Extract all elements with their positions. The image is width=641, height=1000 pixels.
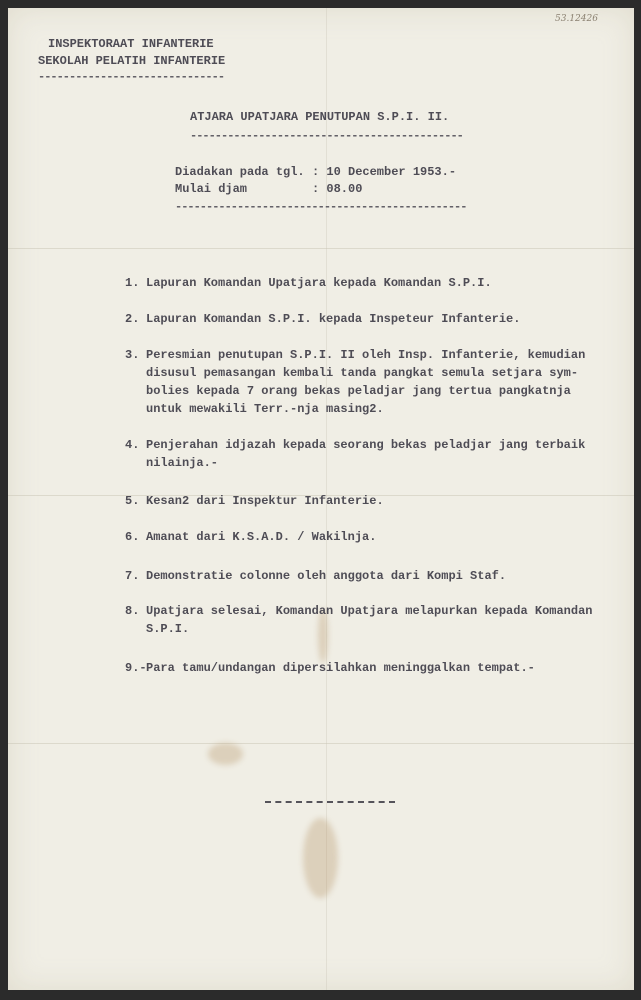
agenda-item-text: Kesan2 dari Inspektur Infanterie. bbox=[146, 494, 384, 508]
agenda-item-text: disusul pemasangan kembali tanda pangkat semula setjara sym- bbox=[146, 366, 579, 380]
agenda-item-text: nilainja.- bbox=[146, 456, 219, 470]
time-label: Mulai djam bbox=[175, 182, 248, 196]
agenda-item-text: Upatjara selesai, Komandan Upatjara melapurkan kepada Komandan bbox=[146, 604, 593, 618]
stain bbox=[303, 818, 338, 898]
agenda-item-text: Lapuran Komandan S.P.I. kepada Inspeteur Infanterie. bbox=[146, 312, 521, 326]
agenda-item-number: 4. bbox=[125, 438, 140, 452]
agenda-item-text: S.P.I. bbox=[146, 622, 190, 636]
agenda-item-text: untuk mewakili Terr.-nja masing2. bbox=[146, 402, 384, 416]
agenda-item-text: Demonstratie colonne oleh anggota dari Kompi Staf. bbox=[146, 569, 507, 583]
header-line-1: INSPEKTORAAT INFANTERIE bbox=[48, 37, 214, 51]
header-line-2: SEKOLAH PELATIH INFANTERIE bbox=[38, 54, 226, 68]
details-underline: ----------------------------------------------- bbox=[175, 200, 467, 214]
agenda-item-text: Para tamu/undangan dipersilahkan meninggalkan tempat.- bbox=[146, 661, 535, 675]
agenda-item-number: 7. bbox=[125, 569, 140, 583]
closing-separator bbox=[265, 801, 395, 803]
agenda-item-number: 1. bbox=[125, 276, 140, 290]
agenda-item-number: 5. bbox=[125, 494, 140, 508]
header-underline: ------------------------------ bbox=[38, 70, 225, 84]
agenda-item-text: bolies kepada 7 orang bekas peladjar jang tertua pangkatnja bbox=[146, 384, 571, 398]
date-label: Diadakan pada tgl. bbox=[175, 165, 305, 179]
agenda-item-number: 9.- bbox=[125, 661, 147, 675]
agenda-item-number: 6. bbox=[125, 530, 140, 544]
agenda-item-text: Amanat dari K.S.A.D. / Wakilnja. bbox=[146, 530, 377, 544]
time-value: : 08.00 bbox=[312, 182, 363, 196]
agenda-item-text: Penjerahan idjazah kepada seorang bekas peladjar jang terbaik bbox=[146, 438, 586, 452]
agenda-item-number: 2. bbox=[125, 312, 140, 326]
document-title: ATJARA UPATJARA PENUTUPAN S.P.I. II. bbox=[190, 110, 450, 124]
paper-fold bbox=[8, 248, 634, 249]
agenda-item-text: Peresmian penutupan S.P.I. II oleh Insp. Infanterie, kemudian bbox=[146, 348, 586, 362]
archive-number: 53.12426 bbox=[555, 14, 598, 24]
title-underline: -------------------------------------------- bbox=[190, 129, 463, 143]
agenda-item-text: Lapuran Komandan Upatjara kepada Komandan S.P.I. bbox=[146, 276, 492, 290]
paper-fold bbox=[8, 743, 634, 744]
date-value: : 10 December 1953.- bbox=[312, 165, 457, 179]
agenda-item-number: 3. bbox=[125, 348, 140, 362]
document-page bbox=[8, 8, 634, 990]
agenda-item-number: 8. bbox=[125, 604, 140, 618]
stain bbox=[208, 743, 243, 765]
